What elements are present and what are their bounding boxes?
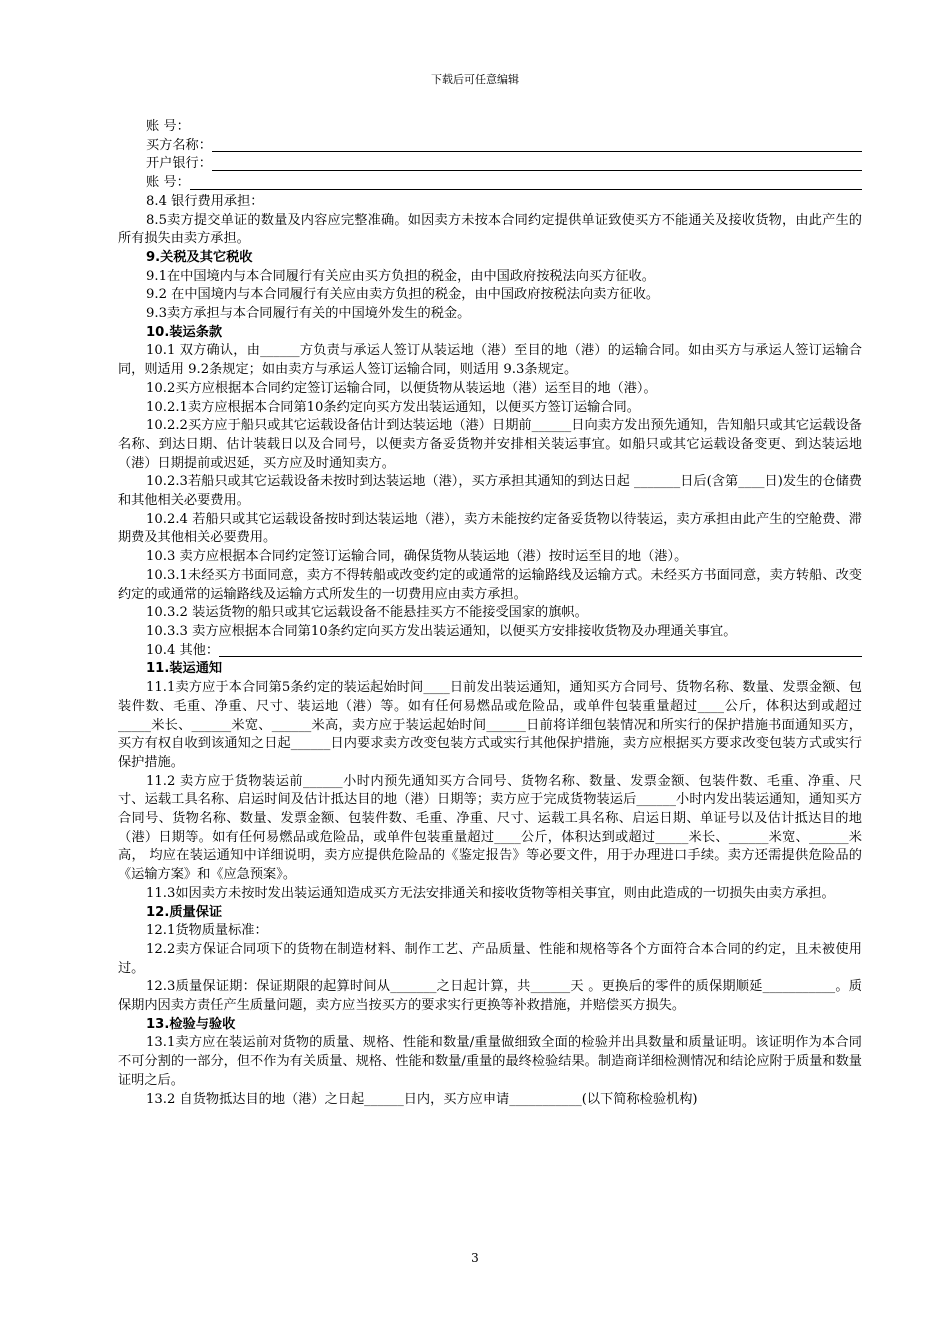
other-blank — [219, 642, 862, 657]
buyer-name-label: 买方名称： — [146, 137, 212, 153]
para-10-3-3: 10.3.3 卖方应根据本合同第10条约定向买方发出装运通知，以便买方安排接收货物及办理通关事宜。 — [146, 623, 737, 639]
buyer-name-blank — [212, 137, 862, 152]
para-12-3: 12.3质量保证期：保证期限的起算时间从_______之日起计算，共______天 。更换后的零件的质保期顺延___________。质保期内因卖方责任产生质量问题，卖方应当按买方的要求实行更换等补救措施，并赔偿买方损失。 — [118, 979, 862, 1014]
heading-13: 13.检验与验收 — [146, 1016, 236, 1032]
para-10-3-1: 10.3.1未经买方书面同意，卖方不得转船或改变约定的或通常的运输路线及运输方式。未经买方书面同意，卖方转船、改变约定的或通常的运输路线及运输方式所发生的一切费用应由卖方承担。 — [118, 567, 862, 602]
para-11-3: 11.3如因卖方未按时发出装运通知造成买方无法安排通关和接收货物等相关事宜，则由此造成的一切损失由卖方承担。 — [146, 885, 835, 901]
heading-12: 12.质量保证 — [146, 904, 223, 920]
account-label-1: 账 号： — [146, 119, 190, 134]
para-12-1: 12.1货物质量标准： — [146, 923, 268, 939]
para-8-5: 8.5卖方提交单证的数量及内容应完整准确。如因卖方未按本合同约定提供单证致使买方不能通关及接收货物，由此产生的所有损失由卖方承担。 — [118, 212, 862, 247]
para-8-4: 8.4 银行费用承担： — [146, 193, 264, 209]
document-body — [118, 118, 862, 1109]
account-label-2: 账 号： — [146, 175, 190, 191]
account-blank-2 — [190, 175, 862, 190]
para-11-1: 11.1卖方应于本合同第5条约定的装运起始时间____日前发出装运通知，通知买方合同号、货物名称、数量、发票金额、包装件数、毛重、净重、尺寸、装运地（港）等。如有任何易燃品或危险品，或单件包装重量超过____公斤，体积达到或超过_____米长、______米宽、______米高，卖方应于装运起始时间______日前将详细包装情况和所实行的保护措施书面通知买方，买方有权自收到该通知之日起______日内要求卖方改变包装方式或实行其他保护措施，卖方应根据买方要求改变包装方式或实行保护措施。 — [118, 680, 862, 770]
para-13-1: 13.1卖方应在装运前对货物的质量、规格、性能和数量/重量做细致全面的检验并出具数量和质量证明。该证明作为本合同不可分割的一部分，但不作为有关质量、规格、性能和数量/重量的最终检验结果。制造商详细检测情况和结论应附于质量和数量证明之后。 — [118, 1035, 862, 1088]
bank-row — [118, 155, 862, 174]
heading-9: 9.关税及其它税收 — [146, 249, 253, 265]
para-10-1: 10.1 双方确认，由______方负责与承运人签订从装运地（港）至目的地（港）的运输合同。如由买方与承运人签订运输合同，则适用 9.2条规定；如由卖方与承运人签订运输合同，则适用 9.3条规定。 — [118, 343, 862, 378]
para-10-2-3: 10.2.3若船只或其它运载设备未按时到达装运地（港），买方承担其通知的到达日起 _______日后(含第____日)发生的仓储费和其他相关必要费用。 — [118, 474, 862, 509]
para-10-2-4: 10.2.4 若船只或其它运载设备按时到达装运地（港），卖方未能按约定备妥货物以待装运，卖方承担由此产生的空舱费、滞期费及其他相关必要费用。 — [118, 511, 862, 546]
heading-11: 11.装运通知 — [146, 661, 223, 677]
buyer-name-row — [118, 137, 862, 156]
bank-label: 开户银行： — [146, 156, 212, 172]
heading-10: 10.装运条款 — [146, 324, 223, 340]
para-10-3-2: 10.3.2 装运货物的船只或其它运载设备不能悬挂买方不能接受国家的旗帜。 — [146, 605, 588, 621]
para-11-2: 11.2 卖方应于货物装运前______小时内预先通知买方合同号、货物名称、数量、发票金额、包装件数、毛重、净重、尺寸、运载工具名称、启运时间及估计抵达目的地（港）日期等；卖方应于完成货物装运后______小时内发出装运通知，通知买方合同号、货物名称、数量、发票金额、包装件数、毛重、净重、尺寸、运载工具名称、启运日期、单证号以及估计抵达目的地（港）日期等。如有任何易燃品或危险品，或单件包装重量超过____公斤，体积达到或超过_____米长、______米宽、______米高， 均应在装运通知中详细说明，卖方应提供危险品的《鉴定报告》等必要文件，用于办理进口手续。卖方还需提供危险品的《运输方案》和《应急预案》。 — [118, 773, 862, 883]
bank-blank — [212, 156, 862, 171]
account-row-2 — [118, 174, 862, 193]
para-13-2: 13.2 自货物抵达目的地（港）之日起______日内，买方应申请___________(以下简称检验机构) — [146, 1091, 698, 1107]
page-number: 3 — [471, 1251, 479, 1265]
para-10-2-2: 10.2.2买方应于船只或其它运载设备估计到达装运地（港）日期前______日向卖方发出预先通知，告知船只或其它运载设备名称、到达日期、估计装载日以及合同号，以便卖方备妥货物并安排相关装运事宜。如船只或其它运载设备变更、到达装运地（港）日期提前或迟延，买方应及时通知卖方。 — [118, 418, 862, 471]
para-10-3: 10.3 卖方应根据本合同约定签订运输合同，确保货物从装运地（港）按时运至目的地（港）。 — [146, 549, 688, 565]
para-10-4-row — [118, 642, 862, 661]
para-10-2: 10.2买方应根据本合同约定签订运输合同，以便货物从装运地（港）运至目的地（港）。 — [146, 380, 657, 396]
page-header: 下载后可任意编辑 — [431, 73, 519, 86]
para-12-2: 12.2卖方保证合同项下的货物在制造材料、制作工艺、产品质量、性能和规格等各个方面符合本合同的约定，且未被使用过。 — [118, 941, 862, 976]
para-9-2: 9.2 在中国境内与本合同履行有关应由卖方负担的税金，由中国政府按税法向卖方征收。 — [146, 287, 660, 303]
para-9-1: 9.1在中国境内与本合同履行有关应由买方负担的税金，由中国政府按税法向买方征收。 — [146, 268, 655, 284]
para-10-4: 10.4 其他： — [146, 642, 220, 658]
para-10-2-1: 10.2.1卖方应根据本合同第10条约定向买方发出装运通知，以便买方签订运输合同。 — [146, 399, 640, 415]
para-9-3: 9.3卖方承担与本合同履行有关的中国境外发生的税金。 — [146, 306, 471, 322]
